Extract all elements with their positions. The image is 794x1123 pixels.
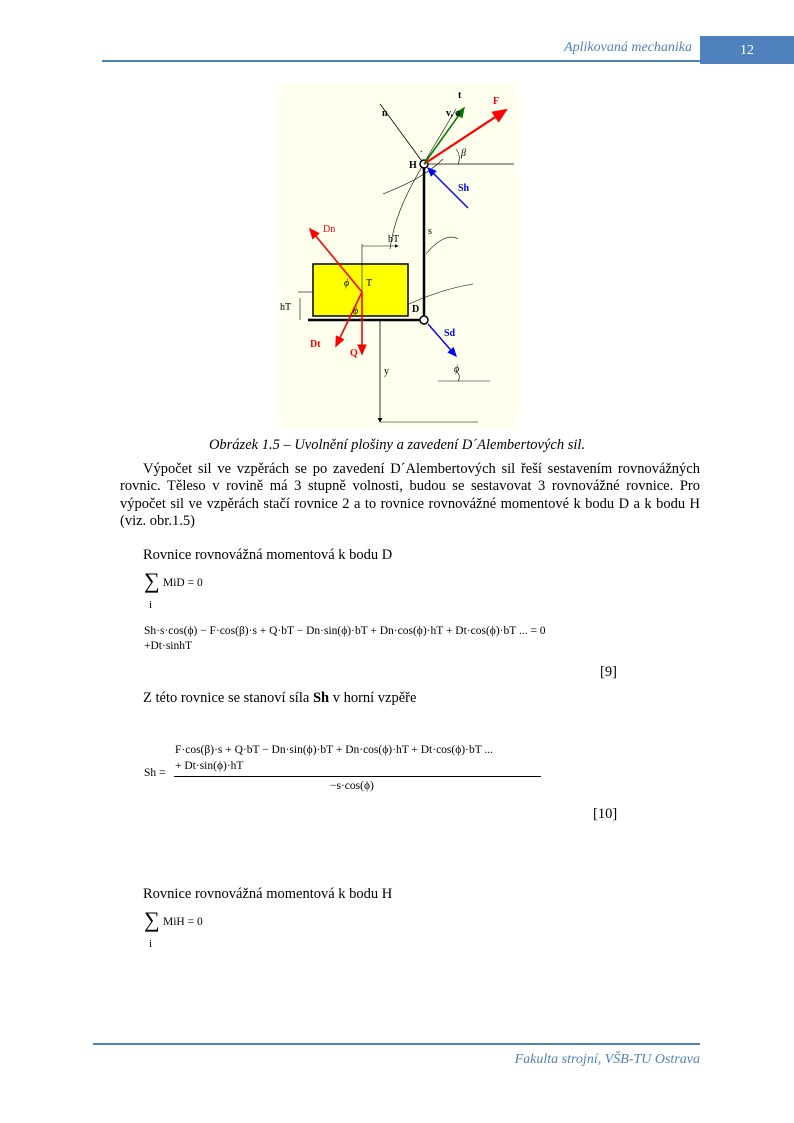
label-phi-2: ϕ [353, 306, 359, 317]
equation-ref-9: [9] [600, 664, 617, 680]
label-D: D [412, 304, 420, 315]
equation-d-line2: +Dt·sinhT [144, 640, 193, 652]
figure-background [278, 84, 518, 428]
label-s: s [428, 226, 432, 237]
label-t: t [458, 90, 462, 101]
label-T: T [366, 278, 373, 289]
sh-numerator-line1: F·cos(β)·s + Q·bT − Dn·sin(ϕ)·bT + Dn·cos(ϕ)·hT + Dt·cos(ϕ)·bT ... [175, 744, 494, 756]
header-title: Aplikovaná mechanika [564, 40, 692, 55]
label-Q: Q [350, 348, 358, 359]
joint-D [420, 316, 428, 324]
label-hT: hT [280, 302, 292, 313]
equation-ref-10: [10] [593, 806, 618, 822]
heading-moment-d: Rovnice rovnovážná momentová k bodu D [143, 547, 393, 563]
label-Sd: Sd [444, 328, 456, 339]
sh-numerator-line2: + Dt·sin(ϕ)·hT [175, 760, 244, 772]
equation-d-line1: Sh·s·cos(ϕ) − F·cos(β)·s + Q·bT − Dn·sin(ϕ)·bT + Dn·cos(ϕ)·hT + Dt·cos(ϕ)·bT ... = 0 [144, 625, 546, 637]
label-phi-3: ϕ [454, 364, 460, 375]
fraction-bar [174, 776, 541, 777]
label-beta: β [461, 148, 466, 159]
label-phi: ϕ [344, 278, 350, 289]
text-sh-intro: Z této rovnice se stanoví síla Sh v horní vzpěře [143, 690, 417, 706]
label-H: H [409, 160, 417, 171]
label-n: n [382, 108, 388, 119]
sum-symbol-d: ∑ [144, 568, 160, 593]
label-dot: . [420, 144, 423, 155]
page-number: 12 [700, 36, 794, 64]
figure-platform-diagram [278, 84, 518, 428]
sum-symbol-h: ∑ [144, 907, 160, 932]
heading-moment-h: Rovnice rovnovážná momentová k bodu H [143, 886, 393, 902]
label-y: y [384, 366, 389, 377]
sum-expr-d: MiD = 0 [163, 577, 203, 589]
sh-denominator: −s·cos(ϕ) [330, 780, 374, 792]
text-sh-bold: Sh [312, 690, 330, 706]
label-Dn: Dn [323, 224, 336, 235]
header-rule [102, 60, 700, 62]
label-Dt: Dt [310, 339, 321, 350]
label-va: v, a [446, 108, 461, 119]
label-bT: bT [388, 234, 400, 245]
sum-index-h: i [149, 938, 153, 950]
sum-index-d: i [149, 599, 153, 611]
body-paragraph: Výpočet sil ve vzpěrách se po zavedení D´Alembertových sil řeší sestavením rovnovážných rovnic. Těleso v rovině má 3 stupně volnosti, budou se sestavovat 3 rovnovážné rovnice. Pro výpočet sil ve vzpěrách stačí rovnice 2 a to rovnice rovnovážné momentové k bodu D a k bodu H (viz. obr.1.5) [120, 461, 700, 529]
label-F: F [493, 96, 500, 107]
sh-lhs: Sh = [144, 767, 166, 779]
label-Sh: Sh [458, 183, 470, 194]
figure-caption: Obrázek 1.5 – Uvolnění plošiny a zavedení D´Alembertových sil. [208, 437, 586, 453]
footer-rule [93, 1043, 700, 1045]
footer-text: Fakulta strojní, VŠB-TU Ostrava [514, 1052, 700, 1067]
sum-expr-h: MiH = 0 [163, 916, 203, 928]
